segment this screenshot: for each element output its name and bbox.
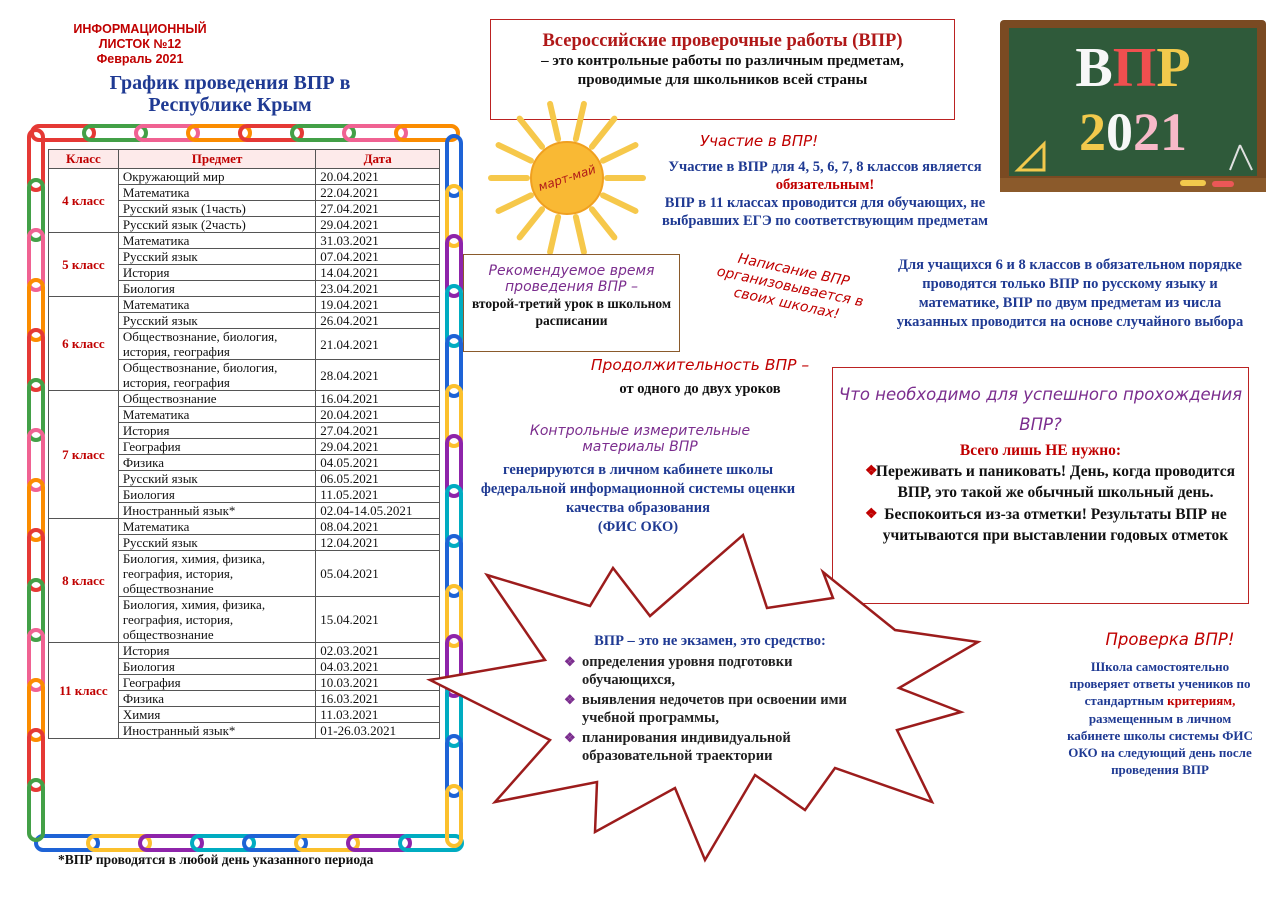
diamond-bullet-icon: ❖ <box>564 729 576 745</box>
table-row <box>49 643 440 659</box>
date-cell: 21.04.2021 <box>316 329 440 360</box>
date-cell: 11.03.2021 <box>316 707 440 723</box>
vpr-definition-title: Всероссийские проверочные работы (ВПР) <box>542 31 903 51</box>
table-row <box>49 519 440 535</box>
subject-cell: Математика <box>118 185 315 201</box>
diamond-bullet-icon: ❖ <box>564 691 576 707</box>
subject-cell: Окружающий мир <box>118 169 315 185</box>
subject-cell: Биология <box>118 659 315 675</box>
subject-cell: Обществознание <box>118 391 315 407</box>
sun-ray <box>603 145 635 161</box>
sun-ray <box>603 195 635 211</box>
not-exam-item-text: выявления недочетов при освоении ими учебной программы, <box>582 691 847 726</box>
date-cell: 16.03.2021 <box>316 691 440 707</box>
list-item <box>560 691 860 728</box>
success-tip-text: Переживать и паниковать! День, когда проводится ВПР, это такой же обычный школьный день. <box>875 463 1236 501</box>
list-item <box>560 729 860 766</box>
subject-cell: Иностранный язык* <box>118 503 315 519</box>
subject-cell: Математика <box>118 407 315 423</box>
date-cell: 08.04.2021 <box>316 519 440 535</box>
kim-abbreviation: (ФИС ОКО) <box>597 519 679 535</box>
board-letter-v: В <box>1075 37 1113 99</box>
subject-cell: История <box>118 643 315 659</box>
sun-ray <box>592 119 614 147</box>
subject-cell: Русский язык (2часть) <box>118 217 315 233</box>
check-text-2: размещенным в личном кабинете школы системы ФИС ОКО на следующий день после проведения ВПР <box>1067 710 1253 778</box>
schedule-table <box>48 149 440 739</box>
class-cell: 11 класс <box>49 643 119 739</box>
sun-ray <box>550 104 558 139</box>
kim-description: генерируются в личном кабинете школы федеральной информационной системы оценки качества образования <box>480 462 796 516</box>
subject-cell: Русский язык <box>118 535 315 551</box>
date-cell: 16.04.2021 <box>316 391 440 407</box>
subject-cell: История <box>118 423 315 439</box>
check-text <box>1062 658 1258 778</box>
schedule-title: График проведения ВПР в Республике Крым <box>109 72 351 116</box>
subject-cell: Биология <box>118 281 315 297</box>
not-exam-item-text: определения уровня подготовки обучающихся, <box>582 653 793 688</box>
subject-cell: Биология <box>118 487 315 503</box>
sun-label: март-май <box>536 162 598 194</box>
class-cell: 5 класс <box>49 233 119 297</box>
subject-cell: Иностранный язык* <box>118 723 315 739</box>
table-row <box>49 233 440 249</box>
sun-ray <box>550 217 558 252</box>
success-tip-text: Беспокоиться из-за отметки! Результаты ВПР не учитываются при выставлении годовых отметок <box>882 506 1229 544</box>
subject-cell: Математика <box>118 297 315 313</box>
subject-cell: История <box>118 265 315 281</box>
date-cell: 22.04.2021 <box>316 185 440 201</box>
class-cell: 4 класс <box>49 169 119 233</box>
date-cell: 19.04.2021 <box>316 297 440 313</box>
subject-cell: География <box>118 675 315 691</box>
board-digit: 2 <box>1133 102 1160 162</box>
date-cell: 20.04.2021 <box>316 169 440 185</box>
vpr-definition-text: – это контрольные работы по различным предметам, проводимые для школьников всей страны <box>541 53 904 88</box>
header-subject: Предмет <box>118 150 315 169</box>
chalk-piece <box>1180 180 1206 186</box>
subject-cell: Русский язык <box>118 249 315 265</box>
sun-ray <box>499 195 531 211</box>
duration-title: Продолжительность ВПР – <box>590 356 810 374</box>
sun-ray <box>576 217 584 252</box>
date-cell: 28.04.2021 <box>316 360 440 391</box>
date-cell: 01-26.03.2021 <box>316 723 440 739</box>
board-digit: 0 <box>1106 102 1133 162</box>
sun-ray <box>576 104 584 139</box>
subject-cell: География <box>118 439 315 455</box>
kim-title: Контрольные измерительные материалы ВПР <box>529 423 751 455</box>
organization-note: Написание ВПР организовывается в своих школах! <box>715 250 865 323</box>
date-cell: 04.05.2021 <box>316 455 440 471</box>
participation-mandatory: обязательным! <box>775 177 875 193</box>
date-cell: 10.03.2021 <box>316 675 440 691</box>
participation-title: Участие в ВПР! <box>700 132 819 150</box>
chalk-piece <box>1212 181 1234 187</box>
subject-cell: Русский язык (1часть) <box>118 201 315 217</box>
leaflet-header <box>40 22 240 67</box>
sun-ray <box>520 209 542 237</box>
date-cell: 15.04.2021 <box>316 597 440 643</box>
date-cell: 11.05.2021 <box>316 487 440 503</box>
subject-cell: Биология, химия, физика, география, история, обществознание <box>118 551 315 597</box>
class-cell: 6 класс <box>49 297 119 391</box>
subject-cell: Русский язык <box>118 313 315 329</box>
board-line-1 <box>1075 37 1190 99</box>
diamond-bullet-icon: ❖ <box>865 507 878 522</box>
board-letter-r: Р <box>1156 37 1191 99</box>
table-row <box>49 169 440 185</box>
subject-cell: Химия <box>118 707 315 723</box>
not-exam-block <box>560 632 860 767</box>
subject-cell: Биология, химия, физика, география, история, обществознание <box>118 597 315 643</box>
sun-illustration <box>487 98 647 258</box>
chalkboard-image <box>1000 20 1266 192</box>
recommended-time-title: Рекомендуемое время проведения ВПР – <box>488 263 655 295</box>
date-cell: 31.03.2021 <box>316 233 440 249</box>
date-cell: 29.04.2021 <box>316 439 440 455</box>
date-cell: 07.04.2021 <box>316 249 440 265</box>
date-cell: 20.04.2021 <box>316 407 440 423</box>
schedule-footnote: *ВПР проводятся в любой день указанного периода <box>58 852 374 867</box>
success-tips-subtitle: Всего лишь НЕ нужно: <box>959 442 1122 459</box>
date-cell: 05.04.2021 <box>316 551 440 597</box>
date-cell: 27.04.2021 <box>316 201 440 217</box>
board-letter-p: П <box>1112 37 1157 99</box>
sun-ray <box>520 119 542 147</box>
date-cell: 12.04.2021 <box>316 535 440 551</box>
date-cell: 27.04.2021 <box>316 423 440 439</box>
check-criteria: критериям, <box>1167 693 1236 709</box>
diamond-bullet-icon: ❖ <box>564 653 576 669</box>
date-cell: 04.03.2021 <box>316 659 440 675</box>
participation-text <box>645 158 1005 230</box>
list-item <box>560 653 860 690</box>
date-cell: 06.05.2021 <box>316 471 440 487</box>
subject-cell: Физика <box>118 455 315 471</box>
date-cell: 02.03.2021 <box>316 643 440 659</box>
table-row <box>49 391 440 407</box>
header-date: Дата <box>316 150 440 169</box>
participation-text-1: Участие в ВПР для 4, 5, 6, 7, 8 классов является <box>668 159 982 175</box>
date-cell: 02.04-14.05.2021 <box>316 503 440 519</box>
class-cell: 7 класс <box>49 391 119 519</box>
subject-cell: Обществознание, биология, история, география <box>118 360 315 391</box>
recommended-time-box <box>463 254 680 352</box>
subject-cell: Физика <box>118 691 315 707</box>
date-cell: 26.04.2021 <box>316 313 440 329</box>
subject-cell: Математика <box>118 233 315 249</box>
duration-text: от одного до двух уроков <box>619 381 781 397</box>
date-cell: 14.04.2021 <box>316 265 440 281</box>
leaflet-line-1: ИНФОРМАЦИОННЫЙ <box>73 22 207 36</box>
participation-text-2: ВПР в 11 классах проводится для обучающих, не выбравших ЕГЭ по соответствующим предметам <box>661 195 989 229</box>
subject-cell: Русский язык <box>118 471 315 487</box>
not-exam-item-text: планирования индивидуальной образовательной траектории <box>582 729 791 764</box>
header-class: Класс <box>49 150 119 169</box>
subject-cell: Обществознание, биология, история, география <box>118 329 315 360</box>
board-digit: 1 <box>1160 102 1187 162</box>
list-item <box>865 462 1238 503</box>
board-digit: 2 <box>1079 102 1106 162</box>
not-exam-title: ВПР – это не экзамен, это средство: <box>594 633 826 649</box>
date-cell: 23.04.2021 <box>316 281 440 297</box>
not-exam-list <box>560 653 860 766</box>
leaflet-line-3: Февраль 2021 <box>96 52 184 66</box>
sun-ray <box>499 145 531 161</box>
sun-ray <box>592 209 614 237</box>
recommended-time-text: второй-третий урок в школьном расписании <box>471 296 672 328</box>
board-line-2 <box>1079 102 1187 162</box>
subject-cell: Математика <box>118 519 315 535</box>
schedule-header-row <box>49 150 440 169</box>
table-row <box>49 297 440 313</box>
check-title: Проверка ВПР! <box>1105 630 1235 649</box>
date-cell: 29.04.2021 <box>316 217 440 233</box>
diamond-bullet-icon: ❖ <box>865 464 878 479</box>
random-choice-note: Для учащихся 6 и 8 классов в обязательном порядке проводятся только ВПР по русскому языку и математике, ВПР по двум предметам из числа указанных проводится на основе случайного выбора <box>896 257 1244 330</box>
success-tips-title: Что необходимо для успешного прохождения ВПР? <box>838 385 1243 434</box>
class-cell: 8 класс <box>49 519 119 643</box>
leaflet-line-2: ЛИСТОК №12 <box>98 37 182 51</box>
check-text-1: Школа самостоятельно проверяет ответы учеников по стандартным <box>1069 659 1251 709</box>
